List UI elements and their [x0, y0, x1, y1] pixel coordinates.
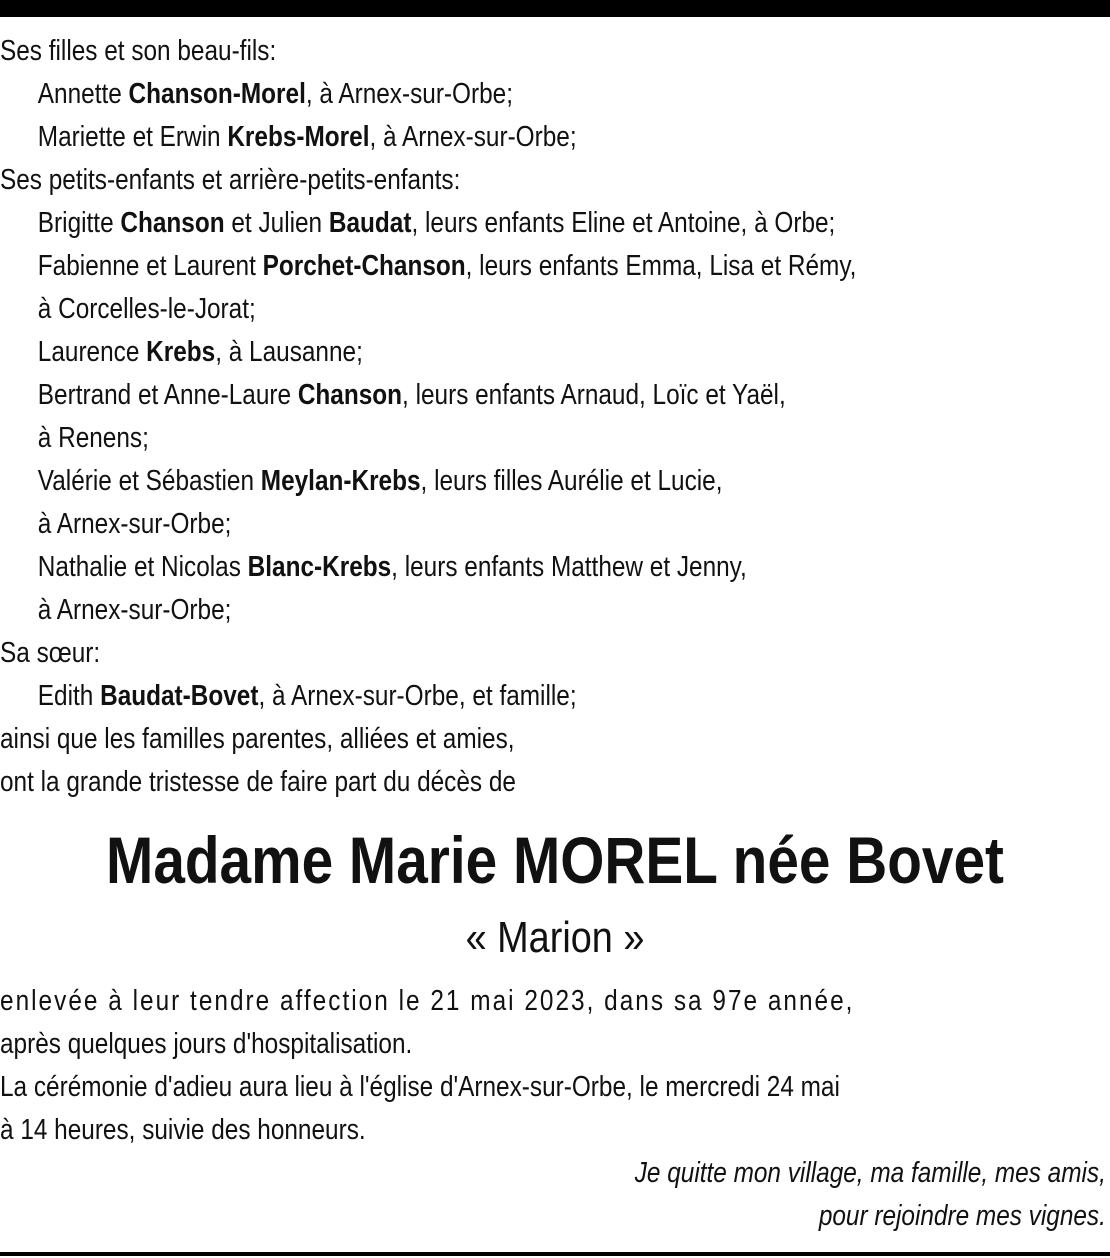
- family-entry: [0, 675, 932, 718]
- bottom-rule: [0, 1252, 1110, 1256]
- first-names: Nathalie et Nicolas: [37, 551, 248, 583]
- surname: Meylan-Krebs: [260, 465, 421, 497]
- daughters-heading: Ses filles et son beau-fils:: [0, 35, 277, 67]
- deceased-name: Madame Marie MOREL née Bovet: [106, 823, 1004, 897]
- location: , à Arnex-sur-Orbe;: [305, 78, 513, 110]
- children: , leurs enfants Matthew et Jenny,: [391, 551, 747, 583]
- first-names: Edith: [37, 680, 101, 712]
- top-rule: [0, 0, 1110, 17]
- sister-heading: Sa sœur:: [0, 637, 101, 669]
- announcement-line: La cérémonie d'adieu aura lieu à l'église d'Arnex-sur-Orbe, le mercredi 24 mai: [0, 1071, 840, 1103]
- announcement-line: à 14 heures, suivie des honneurs.: [0, 1114, 366, 1146]
- first-names: Mariette et Erwin: [37, 121, 228, 153]
- surname: Krebs-Morel: [227, 121, 370, 153]
- deceased-nickname: « Marion »: [465, 913, 645, 962]
- family-entry: [0, 73, 932, 116]
- surname: Blanc-Krebs: [247, 551, 392, 583]
- quote-line: Je quitte mon village, ma famille, mes amis,: [634, 1157, 1106, 1189]
- family-entry: [0, 245, 932, 288]
- surname: Baudat-Bovet: [100, 680, 259, 712]
- grandchildren-heading: Ses petits-enfants et arrière-petits-enfants:: [0, 164, 461, 196]
- announcement-line: enlevée à leur tendre affection le 21 mai 2023, dans sa 97e année,: [0, 985, 855, 1017]
- closing-quote: [545, 1152, 1106, 1238]
- surname: Chanson-Morel: [128, 78, 306, 110]
- closing-line: ainsi que les familles parentes, alliées et amies,: [0, 723, 515, 755]
- announcement-text: [0, 980, 1110, 1152]
- location: , leurs enfants Eline et Antoine, à Orbe;: [411, 207, 836, 239]
- children: , leurs filles Aurélie et Lucie,: [420, 465, 723, 497]
- family-entry: [0, 374, 932, 417]
- first-names: Annette: [37, 78, 129, 110]
- children: , leurs enfants Arnaud, Loïc et Yaël,: [402, 379, 786, 411]
- children: , leurs enfants Emma, Lisa et Rémy,: [465, 250, 857, 282]
- announcement-line: après quelques jours d'hospitalisation.: [0, 1028, 413, 1060]
- family-entry: [0, 331, 932, 374]
- surname: Porchet-Chanson: [262, 250, 466, 282]
- family-entry-continuation: à Arnex-sur-Orbe;: [37, 508, 232, 540]
- family-entry-continuation: à Corcelles-le-Jorat;: [37, 293, 256, 325]
- first-names: Brigitte: [37, 207, 121, 239]
- location: , à Arnex-sur-Orbe;: [369, 121, 577, 153]
- surname: Baudat: [328, 207, 412, 239]
- closing-line: ont la grande tristesse de faire part du décès de: [0, 766, 516, 798]
- family-entry: [0, 460, 932, 503]
- first-names: et Julien: [224, 207, 329, 239]
- first-names: Fabienne et Laurent: [37, 250, 263, 282]
- first-names: Bertrand et Anne-Laure: [37, 379, 298, 411]
- surname: Krebs: [146, 336, 216, 368]
- family-entry-continuation: à Arnex-sur-Orbe;: [37, 594, 232, 626]
- location: , à Arnex-sur-Orbe, et famille;: [258, 680, 577, 712]
- first-names: Valérie et Sébastien: [37, 465, 261, 497]
- first-names: Laurence: [37, 336, 147, 368]
- quote-line: pour rejoindre mes vignes.: [818, 1200, 1106, 1232]
- family-list: [0, 30, 1110, 804]
- family-entry-continuation: à Renens;: [37, 422, 149, 454]
- location: , à Lausanne;: [215, 336, 363, 368]
- surname: Chanson: [297, 379, 403, 411]
- family-entry: [0, 116, 932, 159]
- family-entry: [0, 202, 932, 245]
- surname: Chanson: [120, 207, 225, 239]
- family-entry: [0, 546, 932, 589]
